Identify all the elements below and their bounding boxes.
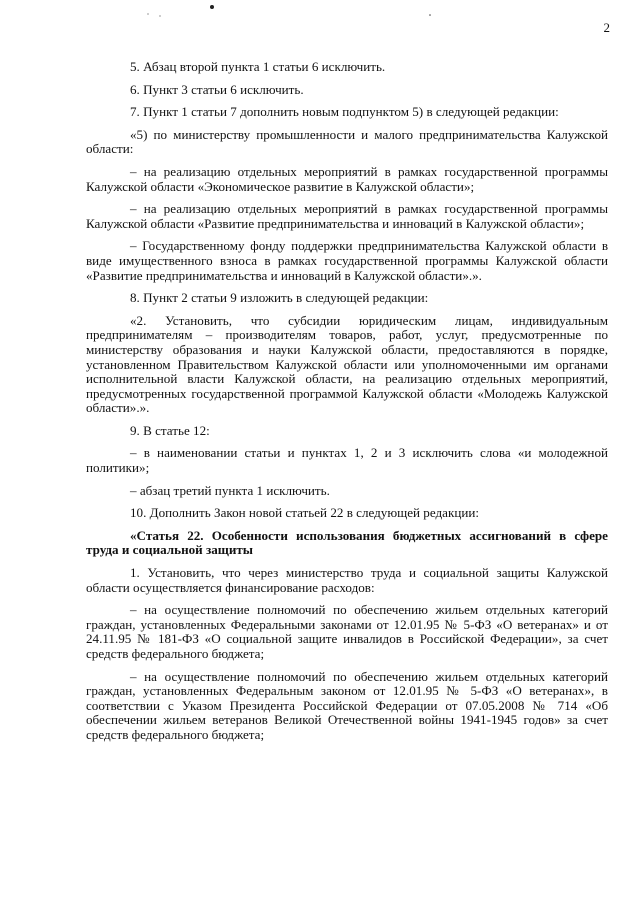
paragraph-dash-innovation: – на реализацию отдельных мероприятий в рамках государственной программы Калужской области «Развитие предпринимательства и инноваций в Калужской области»;: [86, 201, 608, 231]
paragraph-item-6: 6. Пункт 3 статьи 6 исключить.: [130, 81, 304, 97]
paragraph-item-5: 5. Абзац второй пункта 1 статьи 6 исключить.: [130, 59, 386, 74]
paragraph-item-9: 9. В статье 12:: [130, 422, 210, 438]
article-22-heading: «Статья 22. Особенности использования бюджетных ассигнований в сфере труда и социальной защиты: [86, 527, 608, 558]
paragraph-clause-1: 1. Установить, что через министерство труда и социальной защиты Калужской области осуществляется финансирование расходов:: [86, 565, 608, 595]
paragraph-dash-article-name: – в наименовании статьи и пунктах 1, 2 и 3 исключить слова «и молодежной политики»;: [86, 445, 608, 476]
paragraph-dash-third: – абзац третий пункта 1 исключить.: [130, 482, 330, 498]
paragraph-dash-housing-decree: – на осуществление полномочий по обеспечению жильем отдельных категорий граждан, установленных Федеральным законом от 12.01.95 № 5-ФЗ «О ветеранах», в соответствии с Указом Президента Российской Федерации от 07.05.2008 № 714 «Об обеспечении жильем ветеранов Великой Отечественной войны 1941-1945 годов» за счет средств федерального бюджета;: [86, 668, 608, 742]
paragraph-dash-fund: – Государственному фонду поддержки предпринимательства Калужской области в виде имущественного взноса в рамках государственной программы Калужской области «Развитие предпринимательства и инноваций в Калужской области».».: [86, 238, 608, 283]
page-number: 2: [603, 20, 610, 35]
paragraph-dash-housing-laws: – на осуществление полномочий по обеспечению жильем отдельных категорий граждан, установленных Федеральными законами от 12.01.95 № 5-ФЗ «О ветеранах» и от 24.11.95 № 181-ФЗ «О социальной защите инвалидов в Российской Федерации», за счет средств федерального бюджета;: [86, 602, 608, 661]
paragraph-item-7: 7. Пункт 1 статьи 7 дополнить новым подпунктом 5) в следующей редакции:: [130, 104, 559, 120]
paragraph-dash-economic: – на реализацию отдельных мероприятий в рамках государственной программы Калужской области «Экономическое развитие в Калужской области»;: [86, 163, 608, 194]
scan-specks: [0, 0, 640, 40]
paragraph-clause-2: «2. Установить, что субсидии юридическим лицам, индивидуальным предпринимателям – производителям товаров, работ, услуг, предусмотренные по министерству образования и науки Калужской области, предоставляются в порядке, установленном Правительством Калужской области или уполномоченными им органами исполнительной власти Калужской области, на реализацию отдельных мероприятий, предусмотренных государственной программой Калужской области «Молодежь Калужской области».».: [86, 312, 608, 416]
paragraph-item-8: 8. Пункт 2 статьи 9 изложить в следующей редакции:: [130, 290, 429, 306]
paragraph-item-10: 10. Дополнить Закон новой статьей 22 в следующей редакции:: [130, 505, 479, 521]
paragraph-subitem-5: «5) по министерству промышленности и малого предпринимательства Калужской области:: [86, 126, 608, 157]
document-body: [86, 60, 608, 751]
